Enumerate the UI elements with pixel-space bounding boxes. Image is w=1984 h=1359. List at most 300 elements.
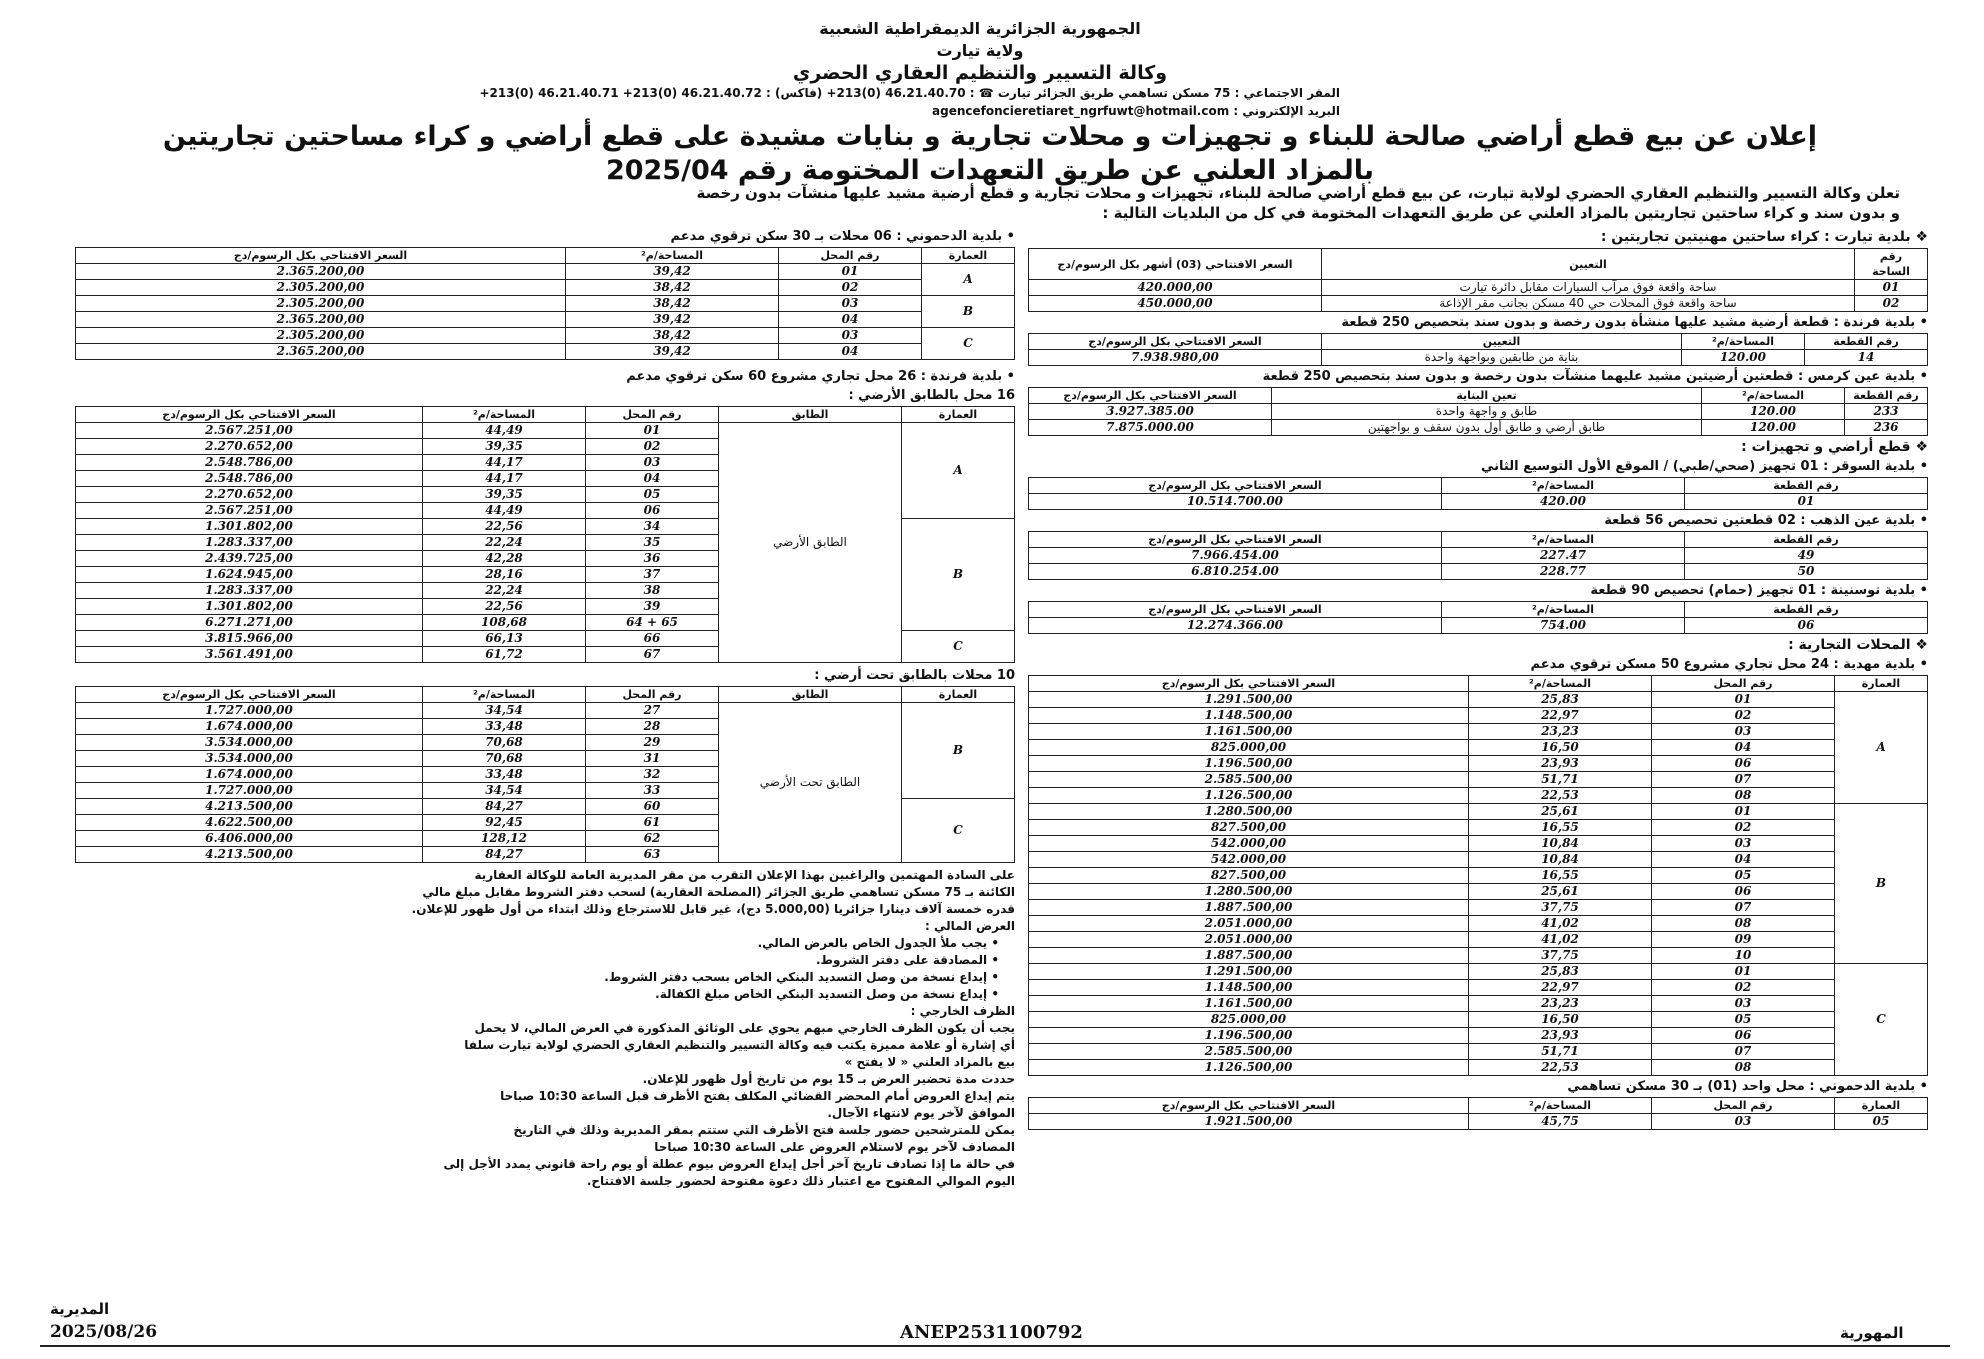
sougueur-heading: • بلدية السوقر : 01 تجهيز (صحي/طبي) / الموقع الأول التوسيع الثاني [1481,459,1928,474]
table-header: السعر الافتتاحي بكل الرسوم/دج [1029,1098,1469,1114]
cell: 39,42 [566,312,779,328]
cell: 01 [586,423,719,439]
table-header: رقم الساحة [1855,249,1928,280]
cell: 2.567.251,00 [76,503,423,519]
table-header: السعر الافتتاحي بكل الرسوم/دج [1029,602,1442,618]
cell: 41,02 [1469,916,1652,932]
table-row [1029,1012,1928,1028]
cell: 10,84 [1469,836,1652,852]
cell: 2.585.500,00 [1029,772,1469,788]
table-row [1029,708,1928,724]
cell: 06 [586,503,719,519]
cell: طابق أرضي و طابق أول بدون سقف و بواجهتين [1272,420,1702,436]
cell: 22,97 [1469,980,1652,996]
cell: 34 [586,519,719,535]
note-line: يتم إيداع العروض أمام المحضر القضائي المكلف بفتح الأظرف قبل الساعة 10:30 صباحا [500,1089,1015,1103]
cell: 23,93 [1469,1028,1652,1044]
cell: ساحة واقعة فوق المحلات حي 40 مسكن بجانب مقر الإذاعة [1322,296,1855,312]
cell: 37 [586,567,719,583]
cell: C [1835,964,1928,1076]
cell: 1.887.500,00 [1029,948,1469,964]
cell: 827.500,00 [1029,868,1469,884]
note-line: الموافق لآخر يوم لانتهاء الآجال. [827,1106,1015,1120]
table-header: الطابق [719,687,902,703]
cell: 06 [1685,618,1928,634]
cell: 1.161.500,00 [1029,996,1469,1012]
table-row [1029,932,1928,948]
table-row [1029,852,1928,868]
cell: 66,13 [423,631,586,647]
cell: 108,68 [423,615,586,631]
cell: 1.624.945,00 [76,567,423,583]
note-line: • إيداع نسخة من وصل التسديد البنكي الخاص بسحب دفتر الشروط. [604,970,999,984]
cell: 2.270.652,00 [76,487,423,503]
cell: 50 [1685,564,1928,580]
cell: 04 [779,312,922,328]
cell: 03 [1652,1114,1835,1130]
cell: 22,53 [1469,788,1652,804]
cell: 754.00 [1442,618,1685,634]
cell: 39,35 [423,439,586,455]
cell: 25,61 [1469,884,1652,900]
cell: 03 [1652,996,1835,1012]
table-row [1029,1060,1928,1076]
mahdia-heading: • بلدية مهدية : 24 محل تجاري مشروع 50 مسكن ترقوي مدعم [1530,657,1928,672]
cell: 38,42 [566,296,779,312]
table-header: رقم القطعة [1805,334,1928,350]
cell: 1.126.500,00 [1029,1060,1469,1076]
note-line: أي إشارة أو علامة مميزة يكتب فيه وكالة التسيير والتنظيم العقاري الحضري لولاية تيارت سلفا [464,1038,1015,1052]
anep-reference: ANEP2531100792 [900,1322,1083,1343]
note-line: يجب أن يكون الظرف الخارجي مبهم يحوي على الوثائق المذكورة في العرض المالي، لا يحمل [474,1021,1015,1035]
table-row [1029,948,1928,964]
cell: 542.000,00 [1029,836,1469,852]
sougueur-table [1028,477,1928,510]
cell: 07 [1652,1044,1835,1060]
table-header: التعيين [1322,249,1855,280]
table-header: السعر الافتتاحي بكل الرسوم/دج [1029,388,1272,404]
cell: 38,42 [566,280,779,296]
cell: 2.548.786,00 [76,471,423,487]
table-header: السعر الافتتاحي بكل الرسوم/دج [1029,676,1469,692]
cell: 2.305.200,00 [76,280,566,296]
cell: B [902,519,1015,631]
cell: 66 [586,631,719,647]
cell: 1.921.500,00 [1029,1114,1469,1130]
cell: 04 [1652,852,1835,868]
contact-address: المقر الاجتماعي : 75 مسكن تساهمي طريق الجزائر تيارت ☎ : 46.21.40.70 (0)213+ (فاكس) : 46.21.40.72 (0)213+ 46.21.40.71 (0)213+ [479,86,1340,100]
cell: 4.213.500,00 [76,847,423,863]
right-column [1028,226,1928,1130]
table-row [1029,564,1928,580]
cell: 6.271.271,00 [76,615,423,631]
cell: 16,55 [1469,868,1652,884]
cell: 49 [1685,548,1928,564]
intro-line-1: تعلن وكالة التسيير والتنظيم العقاري الحضري لولاية تيارت، عن بيع قطع أراضي صالحة للبناء، تجهيزات و محلات تجارية و قطع أرضية مشيد عليها منشآت بدون رخصة [696,184,1900,202]
cell: ساحة واقعة فوق مرآب السيارات مقابل دائرة تيارت [1322,280,1855,296]
note-line: اليوم الموالي المفتوح مع اعتبار ذلك دعوة مفتوحة لحضور جلسة الافتتاح. [586,1174,1015,1188]
cell: 04 [779,344,922,360]
cell: 01 [1855,280,1928,296]
table-header: رقم المحل [1652,1098,1835,1114]
cell: 28,16 [423,567,586,583]
cell: 32 [586,767,719,783]
cell: 23,93 [1469,756,1652,772]
lands-heading: ❖ قطع أراضي و تجهيزات : [1741,439,1928,455]
table-row [1029,1044,1928,1060]
cell: 08 [1652,788,1835,804]
note-line: • إيداع نسخة من وصل التسديد البنكي الخاص مبلغ الكفالة. [655,987,999,1001]
cell: 1.674.000,00 [76,719,423,735]
table-header: رقم المحل [779,248,922,264]
cell: 2.051.000,00 [1029,916,1469,932]
cell: 05 [1835,1114,1928,1130]
ainkermes-table [1028,387,1928,436]
cell: A [922,264,1015,296]
table-header: المساحة/م² [1442,532,1685,548]
cell: 03 [779,328,922,344]
email-address: agencefoncieretiaret_ngrfuwt@hotmail.com [932,104,1230,118]
cell: 05 [1652,868,1835,884]
cell: A [902,423,1015,519]
cell: 01 [1685,494,1928,510]
cell: 25,83 [1469,692,1652,708]
table-row [1029,900,1928,916]
frenda-basement-subheading: 10 محلات بالطابق تحت أرضي : [814,668,1015,683]
cell: 44,49 [423,503,586,519]
cell: 35 [586,535,719,551]
table-header: رقم القطعة [1685,532,1928,548]
cell: 02 [1652,980,1835,996]
cell: 44,49 [423,423,586,439]
cell: 2.305.200,00 [76,328,566,344]
table-header: المساحة/م² [1469,676,1652,692]
cell: 44,17 [423,455,586,471]
cell: 05 [586,487,719,503]
cell: 01 [1652,804,1835,820]
cell: 1.196.500,00 [1029,1028,1469,1044]
table-header: المساحة/م² [1442,602,1685,618]
cell: 38,42 [566,328,779,344]
table-header: السعر الافتتاحي (03) أشهر بكل الرسوم/دج [1029,249,1322,280]
table-header: السعر الافتتاحي بكل الرسوم/دج [76,248,566,264]
cell: 02 [1652,820,1835,836]
cell: 09 [1652,932,1835,948]
cell: 84,27 [423,799,586,815]
cell: 39,42 [566,344,779,360]
cell: 51,71 [1469,1044,1652,1060]
cell: 2.365.200,00 [76,344,566,360]
cell: 6.810.254.00 [1029,564,1442,580]
cell: 33 [586,783,719,799]
cell: 38 [586,583,719,599]
cell: 34,54 [423,703,586,719]
cell: 25,83 [1469,964,1652,980]
table-row [76,703,1015,719]
cell: 08 [1652,1060,1835,1076]
mahdia-table [1028,675,1928,1076]
cell: 1.148.500,00 [1029,708,1469,724]
cell: 1.291.500,00 [1029,692,1469,708]
cell: 04 [1652,740,1835,756]
table-header: رقم القطعة [1685,478,1928,494]
cell: 36 [586,551,719,567]
table-row [1029,836,1928,852]
footer-rule [40,1345,1950,1347]
dahmouni2-heading: • بلدية الدحموني : محل واحد (01) بـ 30 مسكن تساهمي [1567,1079,1928,1094]
cell: 228.77 [1442,564,1685,580]
intro-line-2: و بدون سند و كراء ساحتين تجاريتين بالمزاد العلني عن طريق التعهدات المختومة في كل من البلديات التالية : [1102,204,1900,222]
cell: 05 [1652,1012,1835,1028]
contact-info [360,84,1340,120]
cell: 03 [1652,836,1835,852]
cell: 03 [586,455,719,471]
cell: 23,23 [1469,996,1652,1012]
table-row [76,328,1015,344]
note-line: على السادة المهتمين والراغبين بهذا الإعلان التقرب من مقر المديرية العامة للوكالة العقارية [474,868,1015,882]
cell: 1.148.500,00 [1029,980,1469,996]
table-header: رقم المحل [586,687,719,703]
table-row [1029,692,1928,708]
table-header: تعين البناية [1272,388,1702,404]
cell: 1.727.000,00 [76,783,423,799]
cell: 22,24 [423,583,586,599]
email-label: البريد الإلكتروني : [1233,104,1340,118]
cell: 16,50 [1469,1012,1652,1028]
table-header: رقم القطعة [1685,602,1928,618]
cell: 120.00 [1702,420,1845,436]
cell: B [922,296,1015,328]
table-header: السعر الافتتاحي بكل الرسوم/دج [1029,334,1322,350]
cell: 01 [1652,964,1835,980]
table-header: المساحة/م² [1469,1098,1652,1114]
cell: 33,48 [423,767,586,783]
cell: 4.213.500,00 [76,799,423,815]
note-line: الظرف الخارجي : [910,1004,1015,1018]
dahmouni-table [75,247,1015,360]
cell: 34,54 [423,783,586,799]
table-header: رقم المحل [1652,676,1835,692]
cell: 70,68 [423,735,586,751]
note-line: يمكن للمترشحين حضور جلسة فتح الأظرف التي ستتم بمقر المديرية وذلك في التاريخ [513,1123,1015,1137]
note-line: بيع بالمزاد العلني « لا يفتح » [844,1055,1015,1069]
cell: 2.365.200,00 [76,312,566,328]
table-row [1029,820,1928,836]
note-line: العرض المالي : [925,919,1015,933]
cell: 07 [1652,772,1835,788]
note-line: • المصادقة على دفتر الشروط. [815,953,999,967]
cell: 6.406.000,00 [76,831,423,847]
cell: 1.674.000,00 [76,767,423,783]
cell: 1.291.500,00 [1029,964,1469,980]
cell: 420.000,00 [1029,280,1322,296]
note-line: في حالة ما إذا تصادف تاريخ آخر أجل إيداع العروض بيوم عطلة أو يوم راحة قانوني يمدد الأجل إلى [443,1157,1015,1171]
table-row [1029,980,1928,996]
table-header: المساحة/م² [1682,334,1805,350]
table-header: المساحة/م² [1702,388,1845,404]
cell: 22,56 [423,519,586,535]
cell: 1.126.500,00 [1029,788,1469,804]
shops-heading: ❖ المحلات التجارية : [1788,637,1928,653]
table-row [1029,296,1928,312]
cell: 01 [1652,692,1835,708]
cell: 04 [586,471,719,487]
cell: 420.00 [1442,494,1685,510]
cell: 4.622.500,00 [76,815,423,831]
tousnina-table [1028,601,1928,634]
cell: 28 [586,719,719,735]
table-row [1029,350,1928,366]
cell: 2.585.500,00 [1029,1044,1469,1060]
cell: 1.283.337,00 [76,535,423,551]
announcement-title [80,120,1900,188]
note-line: الكائنة بـ 75 مسكن تساهمي طريق الجزائر (المصلحة العقارية) لسحب دفتر الشروط مقابل مبلغ مالي [422,885,1015,899]
cell: بناية من طابقين وبواجهة واحدة [1322,350,1682,366]
cell: 60 [586,799,719,815]
note-line: حددت مدة تحضير العرض بـ 15 يوم من تاريخ أول ظهور للإعلان. [642,1072,1015,1086]
table-header: العمارة [902,407,1015,423]
cell: 2.548.786,00 [76,455,423,471]
cell: 84,27 [423,847,586,863]
table-row [1029,916,1928,932]
frenda-basement-table [75,686,1015,863]
cell: 22,97 [1469,708,1652,724]
table-header: الطابق [719,407,902,423]
cell: الطابق تحت الأرضي [719,703,902,863]
dahmouni-heading: • بلدية الدحموني : 06 محلات بـ 30 سكن ترقوي مدعم [670,229,1015,244]
cell: 233 [1845,404,1928,420]
cell: 39,42 [566,264,779,280]
cell: 1.283.337,00 [76,583,423,599]
dahmouni2-table [1028,1097,1928,1130]
cell: 3.927.385.00 [1029,404,1272,420]
cell: 37,75 [1469,948,1652,964]
cell: 03 [779,296,922,312]
table-row [1029,280,1928,296]
table-row [1029,788,1928,804]
table-row [1029,740,1928,756]
cell: 7.966.454.00 [1029,548,1442,564]
cell: 06 [1652,1028,1835,1044]
cell: 3.815.966,00 [76,631,423,647]
table-row [1029,804,1928,820]
aindheb-heading: • بلدية عين الذهب : 02 قطعتين تحصيص 56 قطعة [1604,513,1928,528]
cell: B [902,703,1015,799]
cell: 92,45 [423,815,586,831]
cell: 14 [1805,350,1928,366]
cell: طابق و واجهة واحدة [1272,404,1702,420]
table-header: رقم المحل [586,407,719,423]
table-row [1029,772,1928,788]
table-header: المساحة/م² [423,407,586,423]
table-row [1029,548,1928,564]
header-agency: وكالة التسيير والتنظيم العقاري الحضري [792,62,1168,84]
table-row [76,312,1015,328]
title-line-2: بالمزاد العلني عن طريق التعهدات المختومة رقم 2025/04 [605,155,1375,186]
tousnina-heading: • بلدية توسنينة : 01 تجهيز (حمام) تحصيص 90 قطعة [1590,583,1928,598]
table-header: التعيين [1322,334,1682,350]
table-row [1029,1028,1928,1044]
cell: 02 [586,439,719,455]
table-row [76,423,1015,439]
cell: 62 [586,831,719,847]
table-header: رقم القطعة [1845,388,1928,404]
cell: 2.365.200,00 [76,264,566,280]
table-row [1029,404,1928,420]
table-row [1029,884,1928,900]
official-header [480,18,1480,84]
table-row [1029,756,1928,772]
table-header: السعر الافتتاحي بكل الرسوم/دج [76,687,423,703]
cell: B [1835,804,1928,964]
note-line: قدره خمسة آلاف دينارا جزائريا (5.000,00 دج)، غير قابل للاسترجاع وذلك ابتداء من أول ظهور للإعلان. [411,902,1015,916]
cell: 02 [1855,296,1928,312]
cell: 1.301.802,00 [76,599,423,615]
cell: 67 [586,647,719,663]
cell: 3.534.000,00 [76,751,423,767]
cell: 1.727.000,00 [76,703,423,719]
cell: 1.280.500,00 [1029,884,1469,900]
cell: 22,24 [423,535,586,551]
table-header: المساحة/م² [566,248,779,264]
cell: 06 [1652,756,1835,772]
ainkermes-heading: • بلدية عين كرمس : قطعتين أرضيتين مشيد عليهما منشآت بدون رخصة و بدون سند بتحصيص 250 قطعة [1262,369,1928,384]
note-line: المصادف لآخر يوم لاستلام العروض على الساعة 10:30 صباحا [654,1140,1015,1154]
header-republic: الجمهورية الجزائرية الديمقراطية الشعبية [819,19,1141,38]
cell: 1.161.500,00 [1029,724,1469,740]
table-header: العمارة [922,248,1015,264]
cell: 65 + 64 [586,615,719,631]
table-row [1029,868,1928,884]
cell: الطابق الأرضي [719,423,902,663]
cell: 07 [1652,900,1835,916]
table-row [1029,964,1928,980]
intro-text [80,183,1900,223]
title-line-1: إعلان عن بيع قطع أراضي صالحة للبناء و تجهيزات و محلات تجارية و بنايات مشيدة على قطع أراضي و كراء مساحتين تجاريتين [162,121,1818,152]
cell: 3.534.000,00 [76,735,423,751]
terms-notes [75,867,1015,1190]
cell: C [902,799,1015,863]
table-header: المساحة/م² [423,687,586,703]
table-row [1029,420,1928,436]
cell: 25,61 [1469,804,1652,820]
table-header: المساحة/م² [1442,478,1685,494]
cell: 2.439.725,00 [76,551,423,567]
cell: 7.938.980,00 [1029,350,1322,366]
cell: 16,55 [1469,820,1652,836]
cell: 825.000,00 [1029,1012,1469,1028]
cell: 42,28 [423,551,586,567]
cell: 16,50 [1469,740,1652,756]
frenda-table [1028,333,1928,366]
note-line: • يجب ملأ الجدول الخاص بالعرض المالي. [757,936,999,950]
cell: 22,53 [1469,1060,1652,1076]
cell: 22,56 [423,599,586,615]
table-row [1029,618,1928,634]
cell: 29 [586,735,719,751]
frenda-heading: • بلدية فرندة : قطعة أرضية مشيد عليها منشأة بدون رخصة و بدون سند بتحصيص 250 قطعة [1341,315,1928,330]
left-column [75,226,1015,1190]
table-row [76,280,1015,296]
cell: 10,84 [1469,852,1652,868]
tiaret-table [1028,248,1928,312]
cell: 2.270.652,00 [76,439,423,455]
cell: 542.000,00 [1029,852,1469,868]
table-header: السعر الافتتاحي بكل الرسوم/دج [1029,478,1442,494]
frenda-shops-heading: • بلدية فرندة : 26 محل تجاري مشروع 60 سكن ترقوي مدعم [626,369,1015,384]
cell: C [922,328,1015,360]
signature-directorate: المديرية [50,1300,110,1318]
